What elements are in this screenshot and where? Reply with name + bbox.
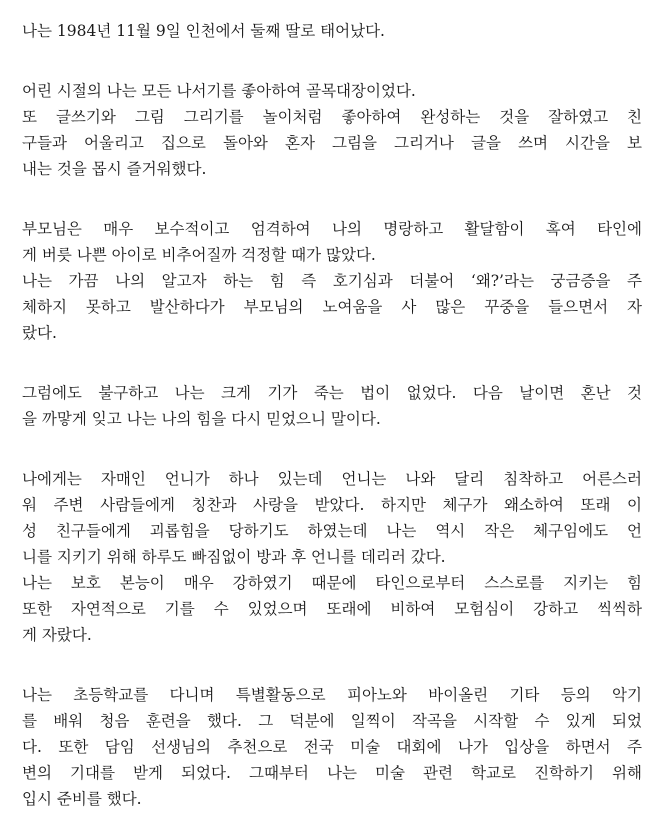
- text-line: 랐다.: [22, 324, 57, 342]
- text-line: 을 까맣게 잊고 나는 나의 힘을 다시 믿었으니 말이다.: [22, 410, 381, 428]
- text-line: 나에게는 자매인 언니가 하나 있는데 언니는 나와 달리 침착하고 어른스러: [22, 470, 642, 488]
- text-line: 나는 보호 본능이 매우 강하였기 때문에 타인으로부터 스스로를 지키는 힘: [22, 574, 642, 592]
- text-line: 변의 기대를 받게 되었다. 그때부터 나는 미술 관련 학교로 진학하기 위해: [22, 764, 642, 782]
- text-line: 다. 또한 담임 선생님의 추천으로 전국 미술 대회에 나가 입상을 하면서 주: [22, 738, 642, 756]
- text-line: 내는 것을 몹시 즐거워했다.: [22, 160, 207, 178]
- text-line: 나는 가끔 나의 알고자 하는 힘 즉 호기심과 더불어 ‘왜?’라는 궁금증을 주: [22, 272, 642, 290]
- text-line: 어린 시절의 나는 모든 나서기를 좋아하여 골목대장이었다.: [22, 82, 416, 100]
- text-line: 그럼에도 불구하고 나는 크게 기가 죽는 법이 없었다. 다음 날이면 혼난 것: [22, 384, 642, 402]
- text-line: 체하지 못하고 발산하다가 부모님의 노여움을 사 많은 꾸중을 들으면서 자: [22, 298, 642, 316]
- text-line: 나는 초등학교를 다니며 특별활동으로 피아노와 바이올린 기타 등의 악기: [22, 686, 642, 704]
- text-line: 나는 1984년 11월 9일 인천에서 둘째 딸로 태어났다.: [22, 22, 385, 40]
- text-line: 를 배워 청음 훈련을 했다. 그 덕분에 일찍이 작곡을 시작할 수 있게 되었: [22, 712, 642, 730]
- text-line: 입시 준비를 했다.: [22, 790, 142, 808]
- text-line: 워 주변 사람들에게 칭찬과 사랑을 받았다. 하지만 체구가 왜소하여 또래 이: [22, 496, 642, 514]
- text-line: 부모님은 매우 보수적이고 엄격하여 나의 명랑하고 활달함이 혹여 타인에: [22, 220, 642, 238]
- text-line: 성 친구들에게 괴롭힘을 당하기도 하였는데 나는 역시 작은 체구임에도 언: [22, 522, 642, 540]
- text-line: 구들과 어울리고 집으로 돌아와 혼자 그림을 그리거나 글을 쓰며 시간을 보: [22, 134, 642, 152]
- text-line: 게 버릇 나쁜 아이로 비추어질까 걱정할 때가 많았다.: [22, 246, 376, 264]
- text-line: 또한 자연적으로 기를 수 있었으며 또래에 비하여 모험심이 강하고 씩씩하: [22, 600, 642, 618]
- text-line: 게 자랐다.: [22, 626, 92, 644]
- text-line: 또 글쓰기와 그림 그리기를 놀이처럼 좋아하여 완성하는 것을 잘하였고 친: [22, 108, 642, 126]
- text-line: 니를 지키기 위해 하루도 빠짐없이 방과 후 언니를 데리러 갔다.: [22, 548, 446, 566]
